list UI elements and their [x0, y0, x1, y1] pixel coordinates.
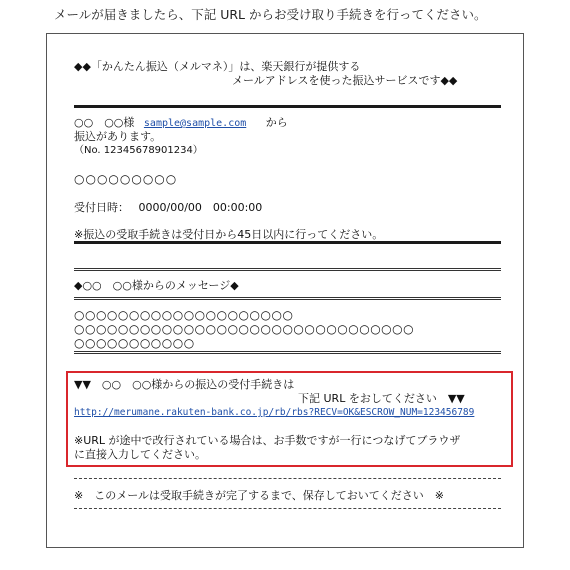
heavy-rule-bottom [74, 241, 501, 244]
sender-email-link[interactable]: sample@sample.com [143, 118, 247, 129]
transfer-notice: 振込があります。 [74, 130, 162, 143]
receipt-line [74, 201, 502, 215]
message-heading: ◆○○ ○○様からのメッセージ◆ [74, 279, 239, 292]
double-rule-top [74, 268, 501, 271]
message-line-2: ○○○○○○○○○○○○○○○○○○○○○○○○○○○○○○○ [74, 322, 415, 336]
sender-suffix: から [265, 116, 288, 129]
deadline-note: ※振込の受取手続きは受付日から45日以内に行ってください。 [74, 228, 384, 241]
procedure-note-line-1: ※URL が途中で改行されている場合は、お手数ですが一行につなげてブラウザ [74, 434, 461, 447]
double-rule-bottom [74, 351, 501, 354]
message-line-1: ○○○○○○○○○○○○○○○○○○○○ [74, 308, 294, 322]
sender-line [74, 116, 502, 131]
dashed-rule-top [74, 478, 501, 479]
procedure-url-link[interactable]: http://merumane.rakuten-bank.co.jp/rb/rbs?RECV=OK&ESCROW_NUM=123456789 [74, 407, 475, 418]
heavy-rule-top [74, 105, 501, 108]
footer-note: ※ このメールは受取手続きが完了するまで、保存しておいてください ※ [74, 489, 444, 502]
intro-text: メールが届きましたら、下記 URL からお受け取り手続きを行ってください。 [54, 7, 487, 22]
receipt-value: 0000/00/00 00:00:00 [138, 201, 263, 214]
dashed-rule-bottom [74, 508, 501, 509]
receipt-label: 受付日時： [74, 201, 129, 214]
sender-name: ○○ ○○様 [74, 116, 135, 129]
header-line-2: メールアドレスを使った振込サービスです◆◆ [232, 74, 458, 87]
transfer-number: （No. 12345678901234） [74, 145, 203, 156]
procedure-note-line-2: に直接入力してください。 [74, 448, 206, 461]
procedure-line-2: 下記 URL をおしてください ▼▼ [298, 392, 465, 405]
header-line-1: ◆◆「かんたん振込（メルマネ）」は、楽天銀行が提供する [74, 60, 361, 73]
placeholder-line: ○○○○○○○○○ [74, 172, 178, 186]
double-rule-mid [74, 297, 501, 300]
procedure-url-row [74, 406, 502, 420]
message-line-3: ○○○○○○○○○○○ [74, 336, 195, 350]
procedure-line-1: ▼▼ ○○ ○○様からの振込の受付手続きは [74, 378, 295, 391]
